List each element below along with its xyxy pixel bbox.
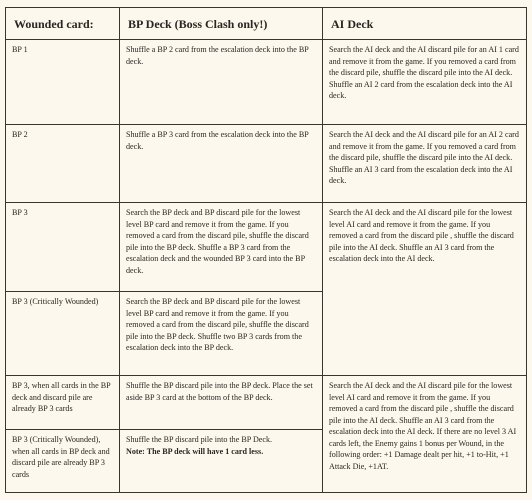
bp-deck-cell: Shuffle a BP 3 card from the escalation deck into the BP deck.	[120, 125, 323, 203]
wounded-card-cell: BP 3 (Critically Wounded)	[6, 292, 120, 376]
table-row	[6, 376, 527, 430]
ai-deck-cell: Search the AI deck and the AI discard pile for an AI 2 card and remove it from the game. If you removed a card from the discard pile, shuffle the discard pile into the AI deck. Shuffle an AI 3 card from the escalation deck into the AI deck.	[323, 125, 527, 203]
table-row	[6, 203, 527, 292]
wounded-card-cell: BP 3 (Critically Wounded), when all cards in BP deck and discard pile are already BP 3 cards	[6, 430, 120, 493]
bp-deck-cell: Shuffle a BP 2 card from the escalation deck into the BP deck.	[120, 40, 323, 125]
table-row	[6, 40, 527, 125]
ai-deck-cell: Search the AI deck and the AI discard pile for the lowest level AI card and remove it from the game. If you removed a card from the discard pile , shuffle the discard pile into the AI deck. Shuffle an AI 3 card from the escalation deck into the AI deck.	[323, 203, 527, 376]
bp-deck-cell	[120, 430, 323, 493]
header-wounded-card: Wounded card:	[6, 8, 120, 40]
header-ai-deck: AI Deck	[323, 8, 527, 40]
wounded-card-cell: BP 3	[6, 203, 120, 292]
ai-deck-cell: Search the AI deck and the AI discard pile for an AI 1 card and remove it from the game. If you removed a card from the discard pile, shuffle the discard pile into the AI deck. Shuffle an AI 2 card from the escalation deck into the AI deck.	[323, 40, 527, 125]
header-row	[6, 8, 527, 40]
wounded-card-cell: BP 3, when all cards in the BP deck and discard pile are already BP 3 cards	[6, 376, 120, 430]
table-row	[6, 125, 527, 203]
ai-deck-cell: Search the AI deck and the AI discard pile for the lowest level AI card and remove it from the game. If you removed a card from the discard pile , shuffle the discard pile into the AI deck. Shuffle an AI 3 card from the escalation deck into the AI deck. If there are no level 3 AI cards left, the Enemy gains 1 bonus per Wound, in the following order: +1 Damage dealt per hit, +1 to-Hit, +1 Attack Die, +1AT.	[323, 376, 527, 493]
bp-deck-cell: Search the BP deck and BP discard pile for the lowest level BP card and remove it from the game. If you removed a card from the discard pile, shuffle the discard pile into the BP deck. Shuffle a BP 3 card from the escalation deck and the wounded BP 3 card into the BP deck.	[120, 203, 323, 292]
wounded-card-cell: BP 1	[6, 40, 120, 125]
bp-deck-cell: Search the BP deck and BP discard pile for the lowest level BP card and remove it from the game. If you removed a card from the discard pile, shuffle the discard pile into the BP deck. Shuffle two BP 3 cards from the escalation deck into the BP deck.	[120, 292, 323, 376]
bp-deck-text: Shuffle the BP discard pile into the BP Deck.	[126, 435, 273, 444]
bp-deck-cell: Shuffle the BP discard pile into the BP deck. Place the set aside BP 3 card at the bottom of the BP deck.	[120, 376, 323, 430]
wound-rules-table	[5, 7, 527, 493]
header-bp-deck: BP Deck (Boss Clash only!)	[120, 8, 323, 40]
wounded-card-cell: BP 2	[6, 125, 120, 203]
bp-deck-note: Note: The BP deck will have 1 card less.	[126, 446, 264, 456]
